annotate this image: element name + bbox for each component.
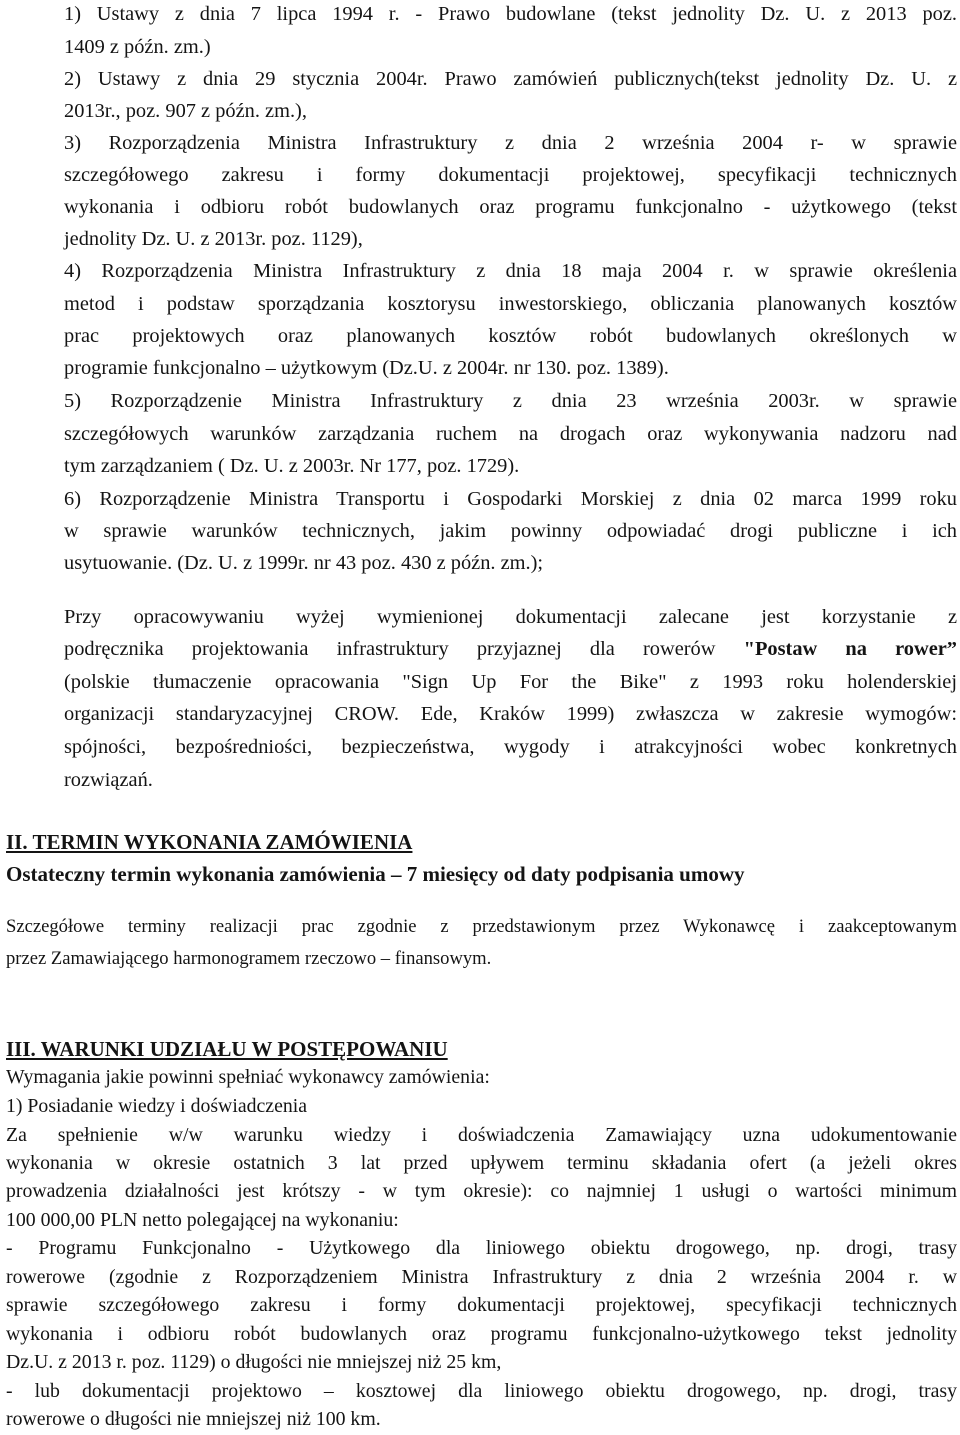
list-item-4-line-1: 4) Rozporządzenia Ministra Infrastruktury z dnia 18 maja 2004 r. w sprawie określenia	[64, 260, 957, 282]
list-item-5-line-3: tym zarządzaniem ( Dz. U. z 2003r. Nr 177, poz. 1729).	[64, 455, 520, 477]
section-2-subheading: Ostateczny termin wykonania zamówienia – 7 miesięcy od daty podpisania umowy	[6, 862, 745, 886]
section-3-line-5: prowadzenia działalności jest krótszy - w tym okresie): co najmniej 1 usługi o wartości minimum	[6, 1180, 957, 1202]
list-item-4-line-3: prac projektowych oraz planowanych kosztów robót budowlanych określonych w	[64, 325, 957, 347]
para-line-3: (polskie tłumaczenie opracowania "Sign Up For the Bike" z 1993 roku holenderskiej	[64, 671, 957, 693]
list-item-5-line-2: szczegółowych warunków zarządzania ruchem na drogach oraz wykonywania nadzoru nad	[64, 423, 957, 445]
list-item-3-line-2: szczegółowego zakresu i formy dokumentacji projektowej, specyfikacji technicznych	[64, 164, 957, 186]
list-item-6-line-1: 6) Rozporządzenie Ministra Transportu i Gospodarki Morskiej z dnia 02 marca 1999 roku	[64, 488, 957, 510]
section-3-line-9: sprawie szczegółowego zakresu i formy dokumentacji projektowej, specyfikacji technicznych	[6, 1294, 957, 1316]
section-3-line-10: wykonania i odbioru robót budowlanych oraz programu funkcjonalno-użytkowego tekst jednolity	[6, 1323, 957, 1345]
handbook-title: "Postaw na rower”	[743, 638, 957, 660]
section-3-heading: III. WARUNKI UDZIAŁU W POSTĘPOWANIU	[6, 1037, 448, 1061]
section-2-heading: II. TERMIN WYKONANIA ZAMÓWIENIA	[6, 830, 413, 854]
section-3-line-1: Wymagania jakie powinni spełniać wykonawcy zamówienia:	[6, 1066, 490, 1088]
section-3-line-2: 1) Posiadanie wiedzy i doświadczenia	[6, 1095, 308, 1117]
para-line-5: spójności, bezpośredniości, bezpieczeństwa, wygody i atrakcyjności wobec konkretnych	[64, 736, 957, 758]
list-item-5-line-1: 5) Rozporządzenie Ministra Infrastruktury z dnia 23 września 2003r. w sprawie	[64, 390, 957, 412]
list-item-4-line-2: metod i podstaw sporządzania kosztorysu inwestorskiego, obliczania planowanych kosztów	[64, 293, 957, 315]
section-3-line-4: wykonania w okresie ostatnich 3 lat przed upływem terminu składania ofert (a jeżeli okres	[6, 1152, 957, 1174]
list-item-2-line-1: 2) Ustawy z dnia 29 stycznia 2004r. Prawo zamówień publicznych(tekst jednolity Dz. U. z	[64, 68, 957, 90]
section-3-line-12: - lub dokumentacji projektowo – kosztowej dla liniowego obiektu drogowego, np. drogi, trasy	[6, 1380, 957, 1402]
para-line-6: rozwiązań.	[64, 769, 153, 791]
section-3-line-3: Za spełnienie w/w warunku wiedzy i doświadczenia Zamawiający uzna udokumentowanie	[6, 1124, 957, 1146]
para-line-1: Przy opracowywaniu wyżej wymienionej dokumentacji zalecane jest korzystanie z	[64, 606, 957, 628]
list-item-1-line-1: 1) Ustawy z dnia 7 lipca 1994 r. - Prawo budowlane (tekst jednolity Dz. U. z 2013 poz.	[64, 3, 957, 25]
para-line-2	[64, 633, 957, 666]
section-3-line-8: rowerowe (zgodnie z Rozporządzeniem Ministra Infrastruktury z dnia 2 września 2004 r. w	[6, 1266, 957, 1288]
section-2-body-line-1: Szczegółowe terminy realizacji prac zgodnie z przedstawionym przez Wykonawcę i zaakceptowanym	[6, 916, 957, 937]
list-item-6-line-2: w sprawie warunków technicznych, jakim powinny odpowiadać drogi publiczne i ich	[64, 520, 957, 542]
para-line-4: organizacji standaryzacyjnej CROW. Ede, Kraków 1999) zwłaszcza w zakresie wymogów:	[64, 703, 957, 725]
list-item-2-line-2: 2013r., poz. 907 z późn. zm.),	[64, 100, 307, 122]
list-item-6-line-3: usytuowanie. (Dz. U. z 1999r. nr 43 poz. 430 z późn. zm.);	[64, 552, 544, 574]
para-line-2-text: podręcznika projektowania infrastruktury przyjaznej dla rowerów	[64, 638, 744, 660]
list-item-3-line-4: jednolity Dz. U. z 2013r. poz. 1129),	[64, 228, 363, 250]
section-3-line-11: Dz.U. z 2013 r. poz. 1129) o długości nie mniejszej niż 25 km,	[6, 1351, 502, 1373]
list-item-4-line-4: programie funkcjonalno – użytkowym (Dz.U. z 2004r. nr 130. poz. 1389).	[64, 357, 669, 379]
section-3-line-7: - Programu Funkcjonalno - Użytkowego dla liniowego obiektu drogowego, np. drogi, trasy	[6, 1237, 957, 1259]
list-item-3-line-3: wykonania i odbioru robót budowlanych oraz programu funkcjonalno - użytkowego (tekst	[64, 196, 957, 218]
section-3-line-6: 100 000,00 PLN netto polegającej na wykonaniu:	[6, 1209, 399, 1231]
section-3-line-13: rowerowe o długości nie mniejszej niż 100 km.	[6, 1408, 381, 1430]
list-item-3-line-1: 3) Rozporządzenia Ministra Infrastruktury z dnia 2 września 2004 r- w sprawie	[64, 132, 957, 154]
list-item-1-line-2: 1409 z późn. zm.)	[64, 36, 211, 58]
section-2-body-line-2: przez Zamawiającego harmonogramem rzeczowo – finansowym.	[6, 948, 492, 969]
